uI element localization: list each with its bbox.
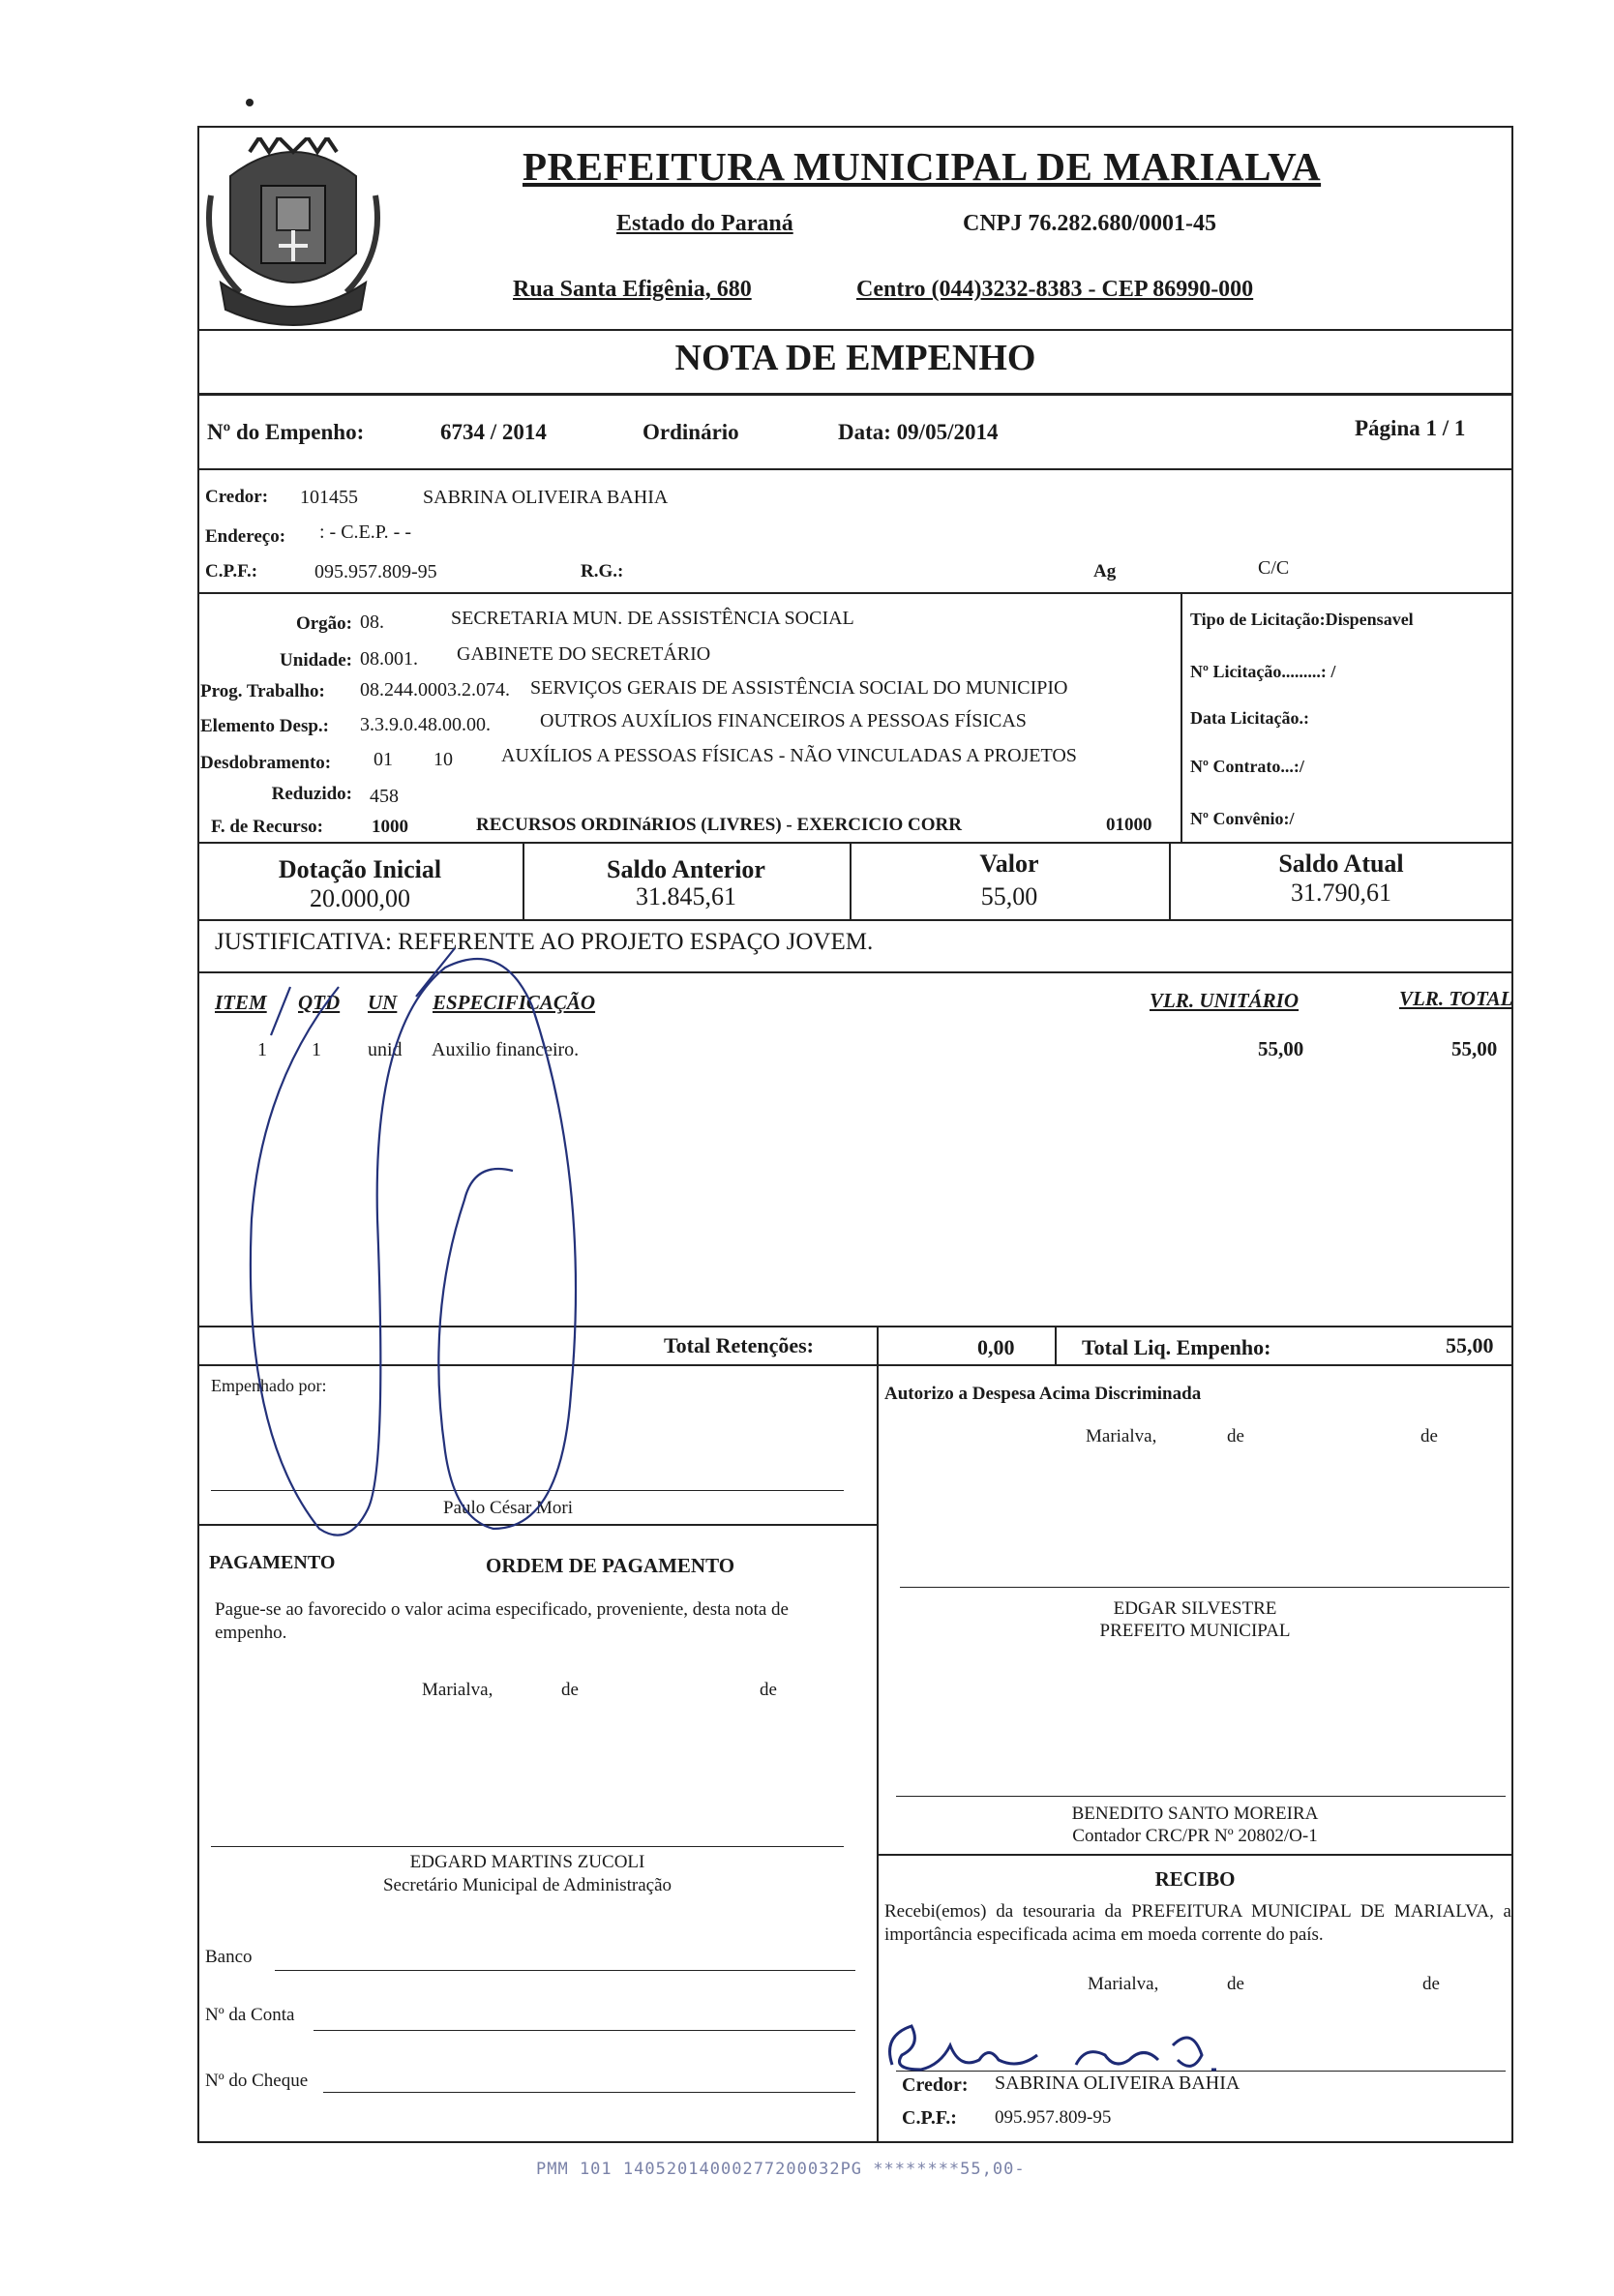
- conta-line: [314, 2030, 855, 2031]
- signature-line: [211, 1846, 844, 1847]
- empenhado-signatory: Paulo César Mori: [443, 1498, 574, 1518]
- pagamento-de2: de: [760, 1680, 777, 1700]
- recurso-fonte: 01000: [1106, 815, 1152, 835]
- item-valor-unitario: 55,00: [1258, 1037, 1304, 1060]
- prog-label: Prog. Trabalho:: [200, 681, 325, 701]
- endereco-label: Rua Santa Efigênia, 680: [513, 277, 752, 302]
- recibo-credor-name: SABRINA OLIVEIRA BAHIA: [995, 2072, 1240, 2094]
- recibo-title: RECIBO: [1154, 1867, 1236, 1891]
- tipo-licitacao: Tipo de Licitação:Dispensavel: [1190, 610, 1414, 629]
- prefeito-cargo: PREFEITO MUNICIPAL: [1099, 1621, 1291, 1641]
- desdobramento-desc: AUXÍLIOS A PESSOAS FÍSICAS - NÃO VINCULADAS A PROJETOS: [501, 745, 1077, 766]
- cheque-line: [323, 2092, 855, 2093]
- saldo-anterior-value: 31.845,61: [636, 882, 736, 910]
- valor-label: Valor: [979, 850, 1039, 878]
- recibo-credor-label: Credor:: [902, 2074, 969, 2096]
- document-type-title: NOTA DE EMPENHO: [674, 338, 1036, 378]
- recibo-cpf-label: C.P.F.:: [902, 2107, 957, 2129]
- pagamento-texto: Pague-se ao favorecido o valor acima especificado, proveniente, desta nota de empenho.: [215, 1599, 789, 1643]
- autorizo-label: Autorizo a Despesa Acima Discriminada: [884, 1384, 1202, 1404]
- cpf-label: C.P.F.:: [205, 561, 258, 581]
- cheque-label: Nº do Cheque: [205, 2071, 309, 2091]
- divider: [877, 1326, 879, 1364]
- prog-code: 08.244.0003.2.074.: [360, 679, 510, 701]
- saldo-atual-label: Saldo Atual: [1278, 850, 1404, 878]
- ordem-pagamento-label: ORDEM DE PAGAMENTO: [486, 1554, 735, 1577]
- handwritten-signature-large: [223, 929, 629, 1548]
- saldo-anterior-label: Saldo Anterior: [607, 855, 765, 883]
- recibo-de2: de: [1422, 1974, 1440, 1994]
- item-un: unid: [368, 1039, 403, 1060]
- empenho-date: Data: 09/05/2014: [838, 420, 999, 444]
- autorizo-local: Marialva,: [1086, 1426, 1157, 1446]
- dotacao-value: 20.000,00: [310, 884, 410, 912]
- desdobramento-label: Desdobramento:: [200, 753, 332, 773]
- valor-value: 55,00: [980, 882, 1038, 910]
- retencoes-label: Total Retenções:: [664, 1333, 814, 1357]
- reduzido-label: Reduzido:: [271, 784, 352, 804]
- unidade-label: Unidade:: [280, 650, 352, 671]
- elemento-code: 3.3.9.0.48.00.00.: [360, 714, 491, 735]
- justificativa: JUSTIFICATIVA: REFERENTE AO PROJETO ESPAÇO JOVEM.: [215, 929, 874, 955]
- recurso-code: 1000: [372, 817, 408, 837]
- unidade-desc: GABINETE DO SECRETÁRIO: [457, 643, 711, 665]
- secretario-nome: EDGARD MARTINS ZUCOLI: [409, 1852, 645, 1872]
- contador-nome: BENEDITO SANTO MOREIRA: [1071, 1804, 1319, 1824]
- estado-label: Estado do Paraná: [616, 211, 793, 236]
- col-header-un: UN: [368, 991, 398, 1014]
- handwritten-signature-recibo: [882, 2016, 1231, 2080]
- col-header-especificacao: ESPECIFICAÇÃO: [433, 991, 596, 1014]
- divider: [877, 1364, 879, 1524]
- recibo-cpf-value: 095.957.809-95: [995, 2107, 1112, 2128]
- numero-convenio: Nº Convênio:/: [1190, 809, 1295, 828]
- divider: [1181, 592, 1182, 842]
- col-header-valor-total: VLR. TOTAL: [1399, 987, 1513, 1010]
- credor-name: SABRINA OLIVEIRA BAHIA: [423, 487, 669, 508]
- desdobramento-a: 01: [374, 749, 393, 770]
- cpf-value: 095.957.809-95: [314, 561, 437, 582]
- liquido-value: 55,00: [1446, 1333, 1494, 1357]
- numero-licitacao: Nº Licitação.........: /: [1190, 662, 1336, 681]
- recibo-de1: de: [1227, 1974, 1244, 1994]
- recibo-texto: Recebi(emos) da tesouraria da PREFEITURA MUNICIPAL DE MARIALVA, a importância especificada acima em moeda corrente do país.: [884, 1901, 1511, 1945]
- divider: [197, 329, 1513, 331]
- empenho-number-label: Nº do Empenho:: [207, 420, 365, 444]
- recurso-label: F. de Recurso:: [211, 817, 323, 837]
- endereco-value: : - C.E.P. - -: [319, 522, 411, 543]
- prefeito-nome: EDGAR SILVESTRE: [1113, 1598, 1277, 1619]
- divider: [197, 468, 1513, 470]
- autorizo-de1: de: [1227, 1426, 1244, 1446]
- contato-label: Centro (044)3232-8383 - CEP 86990-000: [856, 277, 1254, 302]
- credor-code: 101455: [300, 487, 358, 508]
- item-qtd: 1: [312, 1039, 321, 1060]
- prog-desc: SERVIÇOS GERAIS DE ASSISTÊNCIA SOCIAL DO MUNICIPIO: [530, 677, 1068, 699]
- elemento-label: Elemento Desp.:: [200, 716, 329, 736]
- saldo-atual-value: 31.790,61: [1291, 879, 1391, 907]
- numero-contrato: Nº Contrato...:/: [1190, 757, 1304, 776]
- pagamento-label: PAGAMENTO: [209, 1552, 336, 1573]
- dotacao-label: Dotação Inicial: [278, 855, 442, 883]
- unidade-code: 08.001.: [360, 648, 418, 670]
- desdobramento-b: 10: [433, 749, 453, 770]
- data-licitacao: Data Licitação.:: [1190, 708, 1309, 728]
- endereco-field-label: Endereço:: [205, 526, 286, 547]
- pagamento-de1: de: [561, 1680, 579, 1700]
- signature-line: [896, 1796, 1506, 1797]
- scan-dot: [246, 99, 254, 106]
- divider: [197, 393, 1513, 396]
- reduzido-value: 458: [370, 786, 399, 807]
- conta-label: Nº da Conta: [205, 2005, 295, 2025]
- rg-label: R.G.:: [581, 561, 624, 581]
- item-especificacao: Auxilio financeiro.: [432, 1039, 580, 1060]
- divider: [197, 592, 1513, 594]
- divider: [197, 919, 1513, 921]
- item-number: 1: [257, 1039, 267, 1060]
- liquido-label: Total Liq. Empenho:: [1082, 1335, 1271, 1359]
- empenho-type: Ordinário: [643, 420, 739, 444]
- cnpj-label: CNPJ 76.282.680/0001-45: [963, 211, 1216, 236]
- banco-line: [275, 1970, 855, 1971]
- conta-corrente-label: C/C: [1258, 557, 1290, 579]
- bottom-barcode-text: PMM 101 14052014000277200032PG ********55,00-: [536, 2160, 1026, 2179]
- elemento-desc: OUTROS AUXÍLIOS FINANCEIROS A PESSOAS FÍSICAS: [540, 710, 1027, 731]
- divider: [877, 1854, 1513, 1856]
- col-header-qtd: QTD: [298, 991, 341, 1014]
- divider: [197, 842, 1513, 844]
- pagamento-local: Marialva,: [422, 1680, 493, 1700]
- credor-label: Credor:: [205, 487, 269, 507]
- page-title: PREFEITURA MUNICIPAL DE MARIALVA: [523, 144, 1322, 189]
- page-number: Página 1 / 1: [1355, 416, 1466, 440]
- contador-cargo: Contador CRC/PR Nº 20802/O-1: [1072, 1826, 1318, 1846]
- signature-line: [900, 1587, 1509, 1588]
- recibo-local: Marialva,: [1088, 1974, 1159, 1994]
- divider: [1055, 1326, 1057, 1364]
- municipal-coat-of-arms-logo: [201, 137, 385, 341]
- banco-label: Banco: [205, 1947, 253, 1967]
- orgao-desc: SECRETARIA MUN. DE ASSISTÊNCIA SOCIAL: [451, 608, 854, 629]
- empenho-number: 6734 / 2014: [440, 420, 547, 444]
- agencia-label: Ag: [1093, 561, 1117, 581]
- col-header-item: ITEM: [215, 991, 267, 1014]
- retencoes-value: 0,00: [977, 1335, 1015, 1359]
- item-valor-total: 55,00: [1451, 1037, 1498, 1060]
- orgao-code: 08.: [360, 611, 384, 633]
- autorizo-de2: de: [1420, 1426, 1438, 1446]
- empenhado-por-label: Empenhado por:: [211, 1376, 327, 1395]
- secretario-cargo: Secretário Municipal de Administração: [382, 1875, 672, 1895]
- recurso-desc: RECURSOS ORDINáRIOS (LIVRES) - EXERCICIO CORR: [476, 815, 962, 835]
- orgao-label: Orgão:: [295, 613, 352, 634]
- col-header-valor-unitario: VLR. UNITÁRIO: [1150, 989, 1300, 1012]
